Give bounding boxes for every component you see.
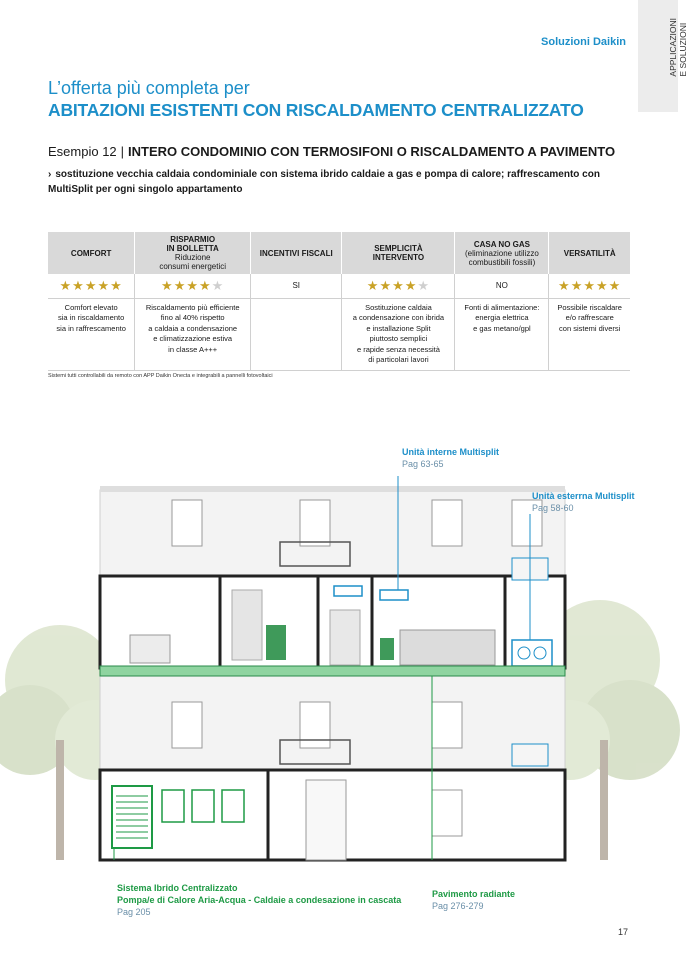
star-icon: ★ xyxy=(211,277,225,293)
column-subtitle-2: consumi energetici xyxy=(159,262,227,271)
description-line: di particolari lavori xyxy=(368,355,429,364)
example-label: Esempio 12 xyxy=(48,144,117,159)
column-title: INCENTIVI FISCALI xyxy=(259,248,333,258)
column-title-2: IN BOLLETTA xyxy=(166,244,219,253)
column-subtitle-2: combustibili fossili) xyxy=(468,257,536,267)
column-title: SEMPLICITÀ xyxy=(374,244,423,253)
features-table-ratings xyxy=(48,274,630,298)
star-icon: ★ xyxy=(59,277,73,293)
description-line: e rapide senza necessità xyxy=(356,344,440,354)
page-subtitle: L’offerta più completa per xyxy=(48,78,250,98)
description-line: in classe A+++ xyxy=(168,344,218,354)
features-table-header xyxy=(48,232,630,274)
description-line: e/o raffrescare xyxy=(565,313,614,322)
star-icon: ★ xyxy=(110,277,123,293)
star-icon: ★ xyxy=(97,277,111,293)
column-title: RISPARMIO xyxy=(170,235,216,244)
rating-cell-1 xyxy=(135,274,251,298)
chevron-right-icon: › xyxy=(48,169,52,180)
star-icon: ★ xyxy=(161,277,174,293)
description-cell-1 xyxy=(135,298,251,370)
description-cell-3 xyxy=(342,298,455,370)
rating-cell-2 xyxy=(251,274,342,298)
description-line: con sistemi diversi xyxy=(559,323,621,333)
column-title-2: INTERVENTO xyxy=(372,253,425,262)
example-title: INTERO CONDOMINIO CON TERMOSIFONI O RISCALDAMENTO A PAVIMENTO xyxy=(128,144,616,159)
description-line: sia in raffrescamento xyxy=(56,323,126,333)
column-header-0 xyxy=(48,232,135,274)
rating-cell-5 xyxy=(549,274,630,298)
features-table-descriptions xyxy=(48,298,630,370)
column-subtitle: (eliminazione utilizzo xyxy=(465,248,539,258)
star-icon: ★ xyxy=(186,277,199,293)
side-tab-label: APPLICAZIONI E SOLUZIONI xyxy=(668,18,688,77)
label-indoor-units xyxy=(402,446,499,470)
label-floor-page: Pag 276-279 xyxy=(432,901,484,911)
description-cell-2 xyxy=(251,298,342,370)
description-cell-0 xyxy=(48,298,135,370)
label-outdoor-title: Unità esterrna Multisplit xyxy=(532,491,635,501)
label-indoor-title: Unità interne Multisplit xyxy=(402,447,500,457)
description-cell-4 xyxy=(455,298,549,370)
column-title: VERSATILITÀ xyxy=(563,248,616,258)
star-icon: ★ xyxy=(173,277,187,293)
description-line: a condensazione con ibrida xyxy=(352,313,445,322)
column-title: COMFORT xyxy=(70,248,112,258)
column-header-1 xyxy=(135,232,251,274)
column-header-5 xyxy=(549,232,630,274)
star-icon: ★ xyxy=(596,277,609,293)
label-indoor-page: Pag 63-65 xyxy=(402,459,444,469)
description-line: e climatizzazione estiva xyxy=(153,334,233,343)
section-header: Soluzioni Daikin xyxy=(541,36,626,48)
star-icon: ★ xyxy=(417,277,431,293)
description-line: a caldaia a condensazione xyxy=(148,323,238,333)
rating-cell-0 xyxy=(48,274,135,298)
description-line-1: sostituzione vecchia caldaia condominiale con sistema ibrido caldaie a gas e pompa di calore; raffrescamento con xyxy=(55,169,600,180)
description-line: Comfort elevato xyxy=(64,302,118,312)
page-title: ABITAZIONI ESISTENTI CON RISCALDAMENTO CENTRALIZZATO xyxy=(48,100,584,120)
description-line: Possibile riscaldare xyxy=(557,302,622,312)
building-diagram xyxy=(0,440,678,860)
example-separator: | xyxy=(120,144,125,159)
label-outdoor-unit xyxy=(532,490,635,514)
column-header-2 xyxy=(251,232,342,274)
footnote: Sistemi tutti controllabili da remoto con APP Daikin Onecta e integrabili a pannelli fotovoltaici xyxy=(48,373,273,379)
description-line: Fonti di alimentazione: xyxy=(464,302,540,312)
star-icon: ★ xyxy=(199,277,212,293)
example-description xyxy=(48,167,648,197)
description-line: piuttosto semplici xyxy=(369,334,428,343)
description-line: Sostituzione caldaia xyxy=(365,302,432,312)
star-icon: ★ xyxy=(608,277,622,293)
star-icon: ★ xyxy=(558,277,571,293)
label-floor-heating xyxy=(432,888,515,912)
column-header-4 xyxy=(455,232,549,274)
label-hybrid-system xyxy=(117,882,401,918)
features-table xyxy=(48,232,630,371)
description-line: fino al 40% rispetto xyxy=(160,313,225,322)
example-heading xyxy=(48,144,615,159)
label-floor-title: Pavimento radiante xyxy=(432,889,516,899)
description-line: sia in riscaldamento xyxy=(58,313,125,322)
rating-text: NO xyxy=(495,281,508,291)
star-icon: ★ xyxy=(379,277,393,293)
rating-cell-3 xyxy=(342,274,455,298)
description-line: e gas metano/gpl xyxy=(473,323,531,333)
star-icon: ★ xyxy=(366,277,380,293)
label-outdoor-page: Pag 58-60 xyxy=(532,503,574,513)
label-hybrid-title-2: Pompa/e di Calore Aria-Acqua - Caldaie a condesazione in cascata xyxy=(117,895,402,905)
column-subtitle: Riduzione xyxy=(174,253,211,262)
column-title: CASA NO GAS xyxy=(473,239,530,249)
star-icon: ★ xyxy=(72,277,85,293)
page-number: 17 xyxy=(617,927,628,937)
description-line: Riscaldamento più efficiente xyxy=(145,302,240,312)
description-line-2: MultiSplit per ogni singolo appartamento xyxy=(48,184,243,195)
star-icon: ★ xyxy=(404,277,418,293)
star-icon: ★ xyxy=(570,277,584,293)
star-icon: ★ xyxy=(84,277,98,293)
side-tab xyxy=(638,0,688,112)
description-cell-5 xyxy=(549,298,630,370)
label-hybrid-page: Pag 205 xyxy=(117,907,151,917)
description-line: energia elettrica xyxy=(475,313,529,322)
description-line: e installazione Split xyxy=(366,323,431,333)
star-icon: ★ xyxy=(392,277,405,293)
rating-cell-4 xyxy=(455,274,549,298)
label-hybrid-title: Sistema Ibrido Centralizzato xyxy=(117,883,238,893)
rating-text: SI xyxy=(292,281,301,291)
column-header-3 xyxy=(342,232,455,274)
star-icon: ★ xyxy=(583,277,596,293)
